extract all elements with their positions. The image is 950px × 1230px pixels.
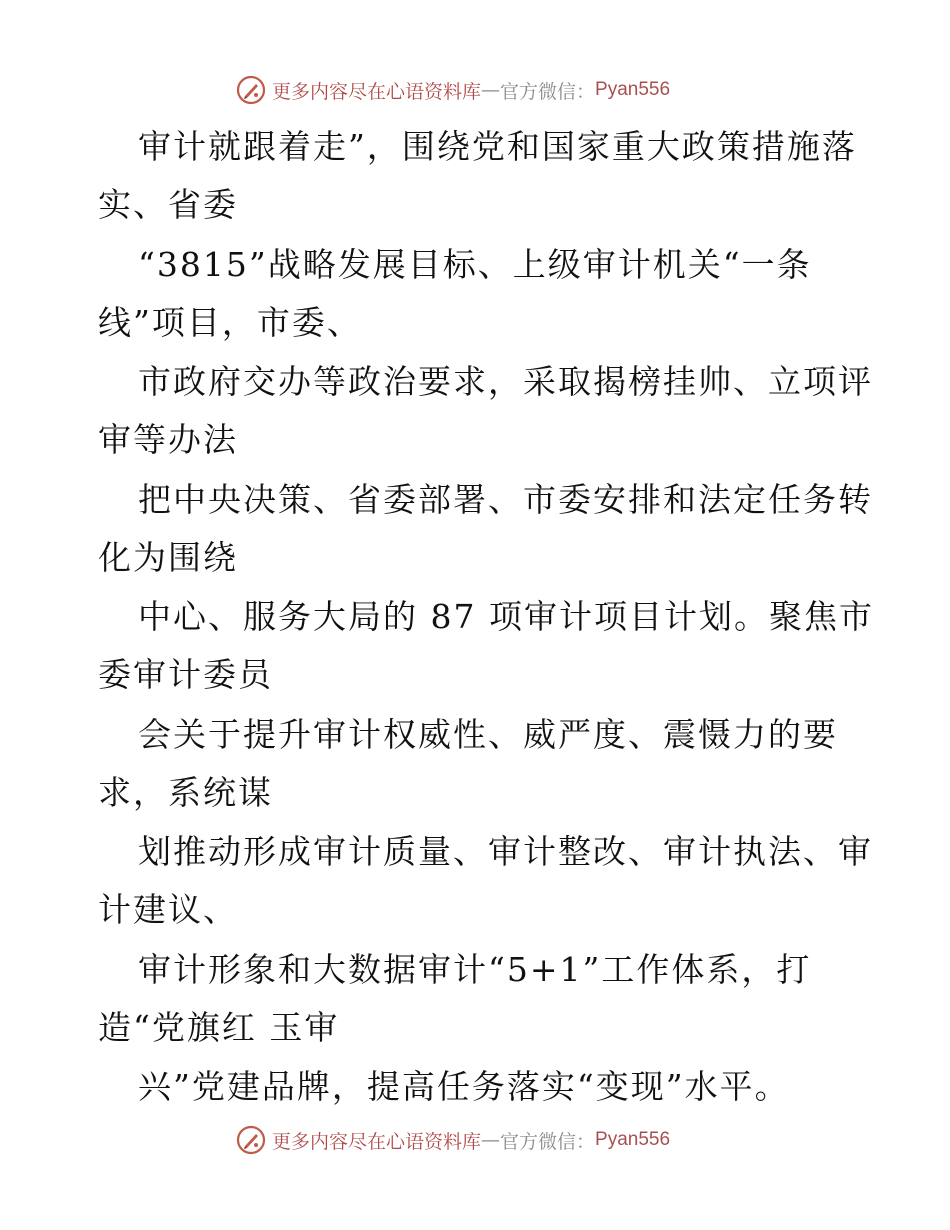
header-watermark	[236, 72, 670, 108]
watermark-dash: —	[481, 79, 501, 101]
body-line: “3815”战略发展目标、上级审计机关“一条	[138, 245, 812, 284]
body-line: 求，系统谋	[98, 773, 273, 812]
footer-watermark	[236, 1122, 670, 1158]
pen-logo-icon	[236, 1125, 266, 1155]
watermark-wechat-label: 官方微信：	[500, 80, 596, 103]
body-line: 会关于提升审计权威性、威严度、震慑力的要	[138, 715, 838, 754]
body-line: 实、省委	[98, 185, 238, 224]
body-line: 划推动形成审计质量、审计整改、审计执法、审	[138, 832, 873, 871]
body-line: 化为围绕	[98, 538, 238, 577]
watermark-wechat-id: Pyan556	[595, 79, 671, 100]
watermark-dash: —	[481, 1129, 501, 1151]
body-line: 审计就跟着走”，围绕党和国家重大政策措施落	[138, 127, 857, 166]
pen-logo-icon	[236, 75, 266, 105]
watermark-site-text: 更多内容尽在心语资料库	[272, 80, 482, 103]
body-line: 审等办法	[98, 420, 238, 459]
body-line: 线”项目，市委、	[98, 303, 362, 342]
body-line: 造“党旗红 玉审	[98, 1008, 340, 1047]
watermark-site-text: 更多内容尽在心语资料库	[272, 1130, 482, 1153]
body-line: 市政府交办等政治要求，采取揭榜挂帅、立项评	[138, 362, 873, 401]
body-line: 兴”党建品牌，提高任务落实“变现”水平。	[138, 1067, 790, 1106]
body-line: 委审计委员	[98, 655, 273, 694]
watermark-wechat-id: Pyan556	[595, 1129, 671, 1150]
body-line: 审计形象和大数据审计“5+1”工作体系，打	[138, 950, 812, 989]
body-line: 计建议、	[98, 890, 238, 929]
body-line: 把中央决策、省委部署、市委安排和法定任务转	[138, 480, 873, 519]
body-line: 中心、服务大局的 87 项审计项目计划。聚焦市	[138, 597, 874, 636]
watermark-wechat-label: 官方微信：	[500, 1130, 596, 1153]
